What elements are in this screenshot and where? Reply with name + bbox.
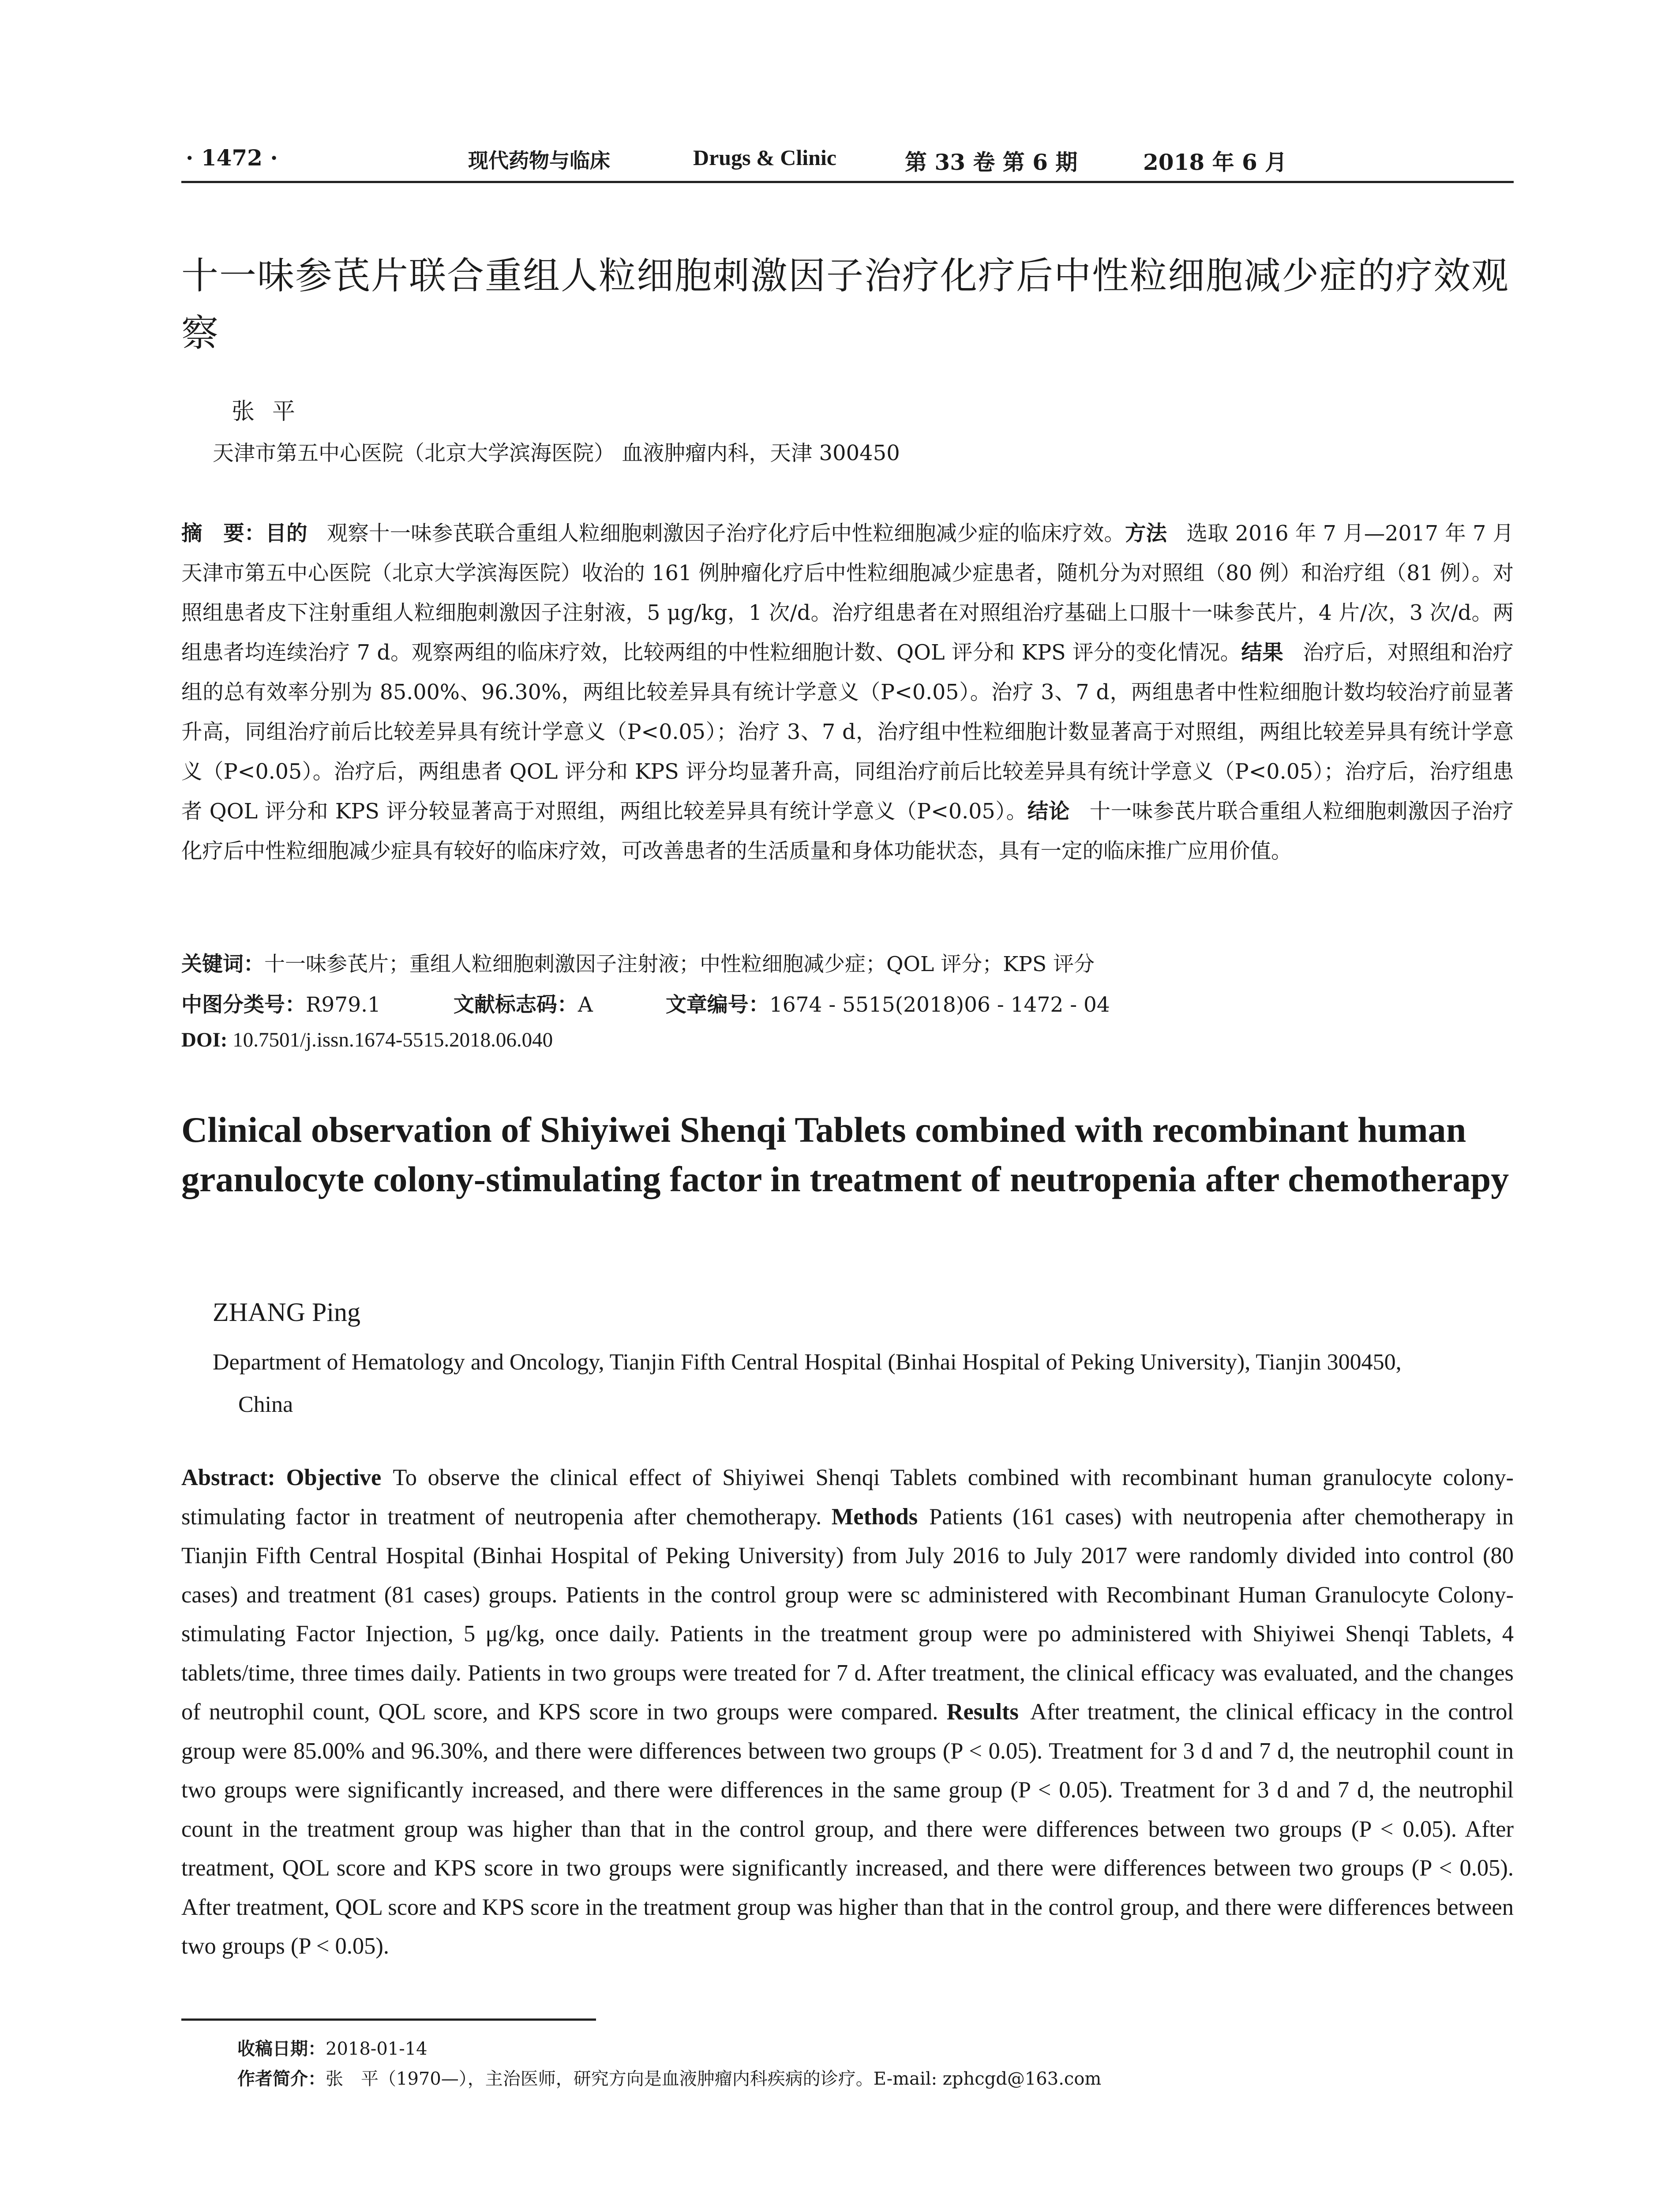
received-label: 收稿日期： (237, 2039, 326, 2059)
doi-line (181, 1028, 553, 1052)
article-no-value: 1674 - 5515(2018)06 - 1472 - 04 (769, 993, 1110, 1017)
volume-issue: 第 33 卷 第 6 期 (905, 149, 1078, 175)
affiliation-en-line2: China (238, 1392, 293, 1417)
keywords-cn (181, 948, 1095, 977)
classification-line (181, 988, 1176, 1018)
results-text-en: After treatment, the clinical efficacy in the control group were 85.00% and 96.30%, and there were differences between two groups (P < 0.05). Treatment for 3 d and 7 d, the neutrophil count in two groups were significantly increased, and there were differences in the same group (P < 0.05). Treatment for 3 d and 7 d, the neutrophil count in the treatment group was higher than that in the control group, and there were differences between two groups (P < 0.05). After treatment, QOL score and KPS score in two groups were significantly increased, and there were differences between two groups (P < 0.05). After treatment, QOL score and KPS score in the treatment group was higher than that in the control group, and there were differences between two groups (P < 0.05). (181, 1699, 1514, 1959)
affiliation-en (213, 1341, 1519, 1426)
methods-text-cn: 选取 2016 年 7 月—2017 年 7 月天津市第五中心医院（北京大学滨海医院）收治的 161 例肿瘤化疗后中性粒细胞减少症患者，随机分为对照组（80 例）和治疗组（81 例）。对照组患者皮下注射重组人粒细胞刺激因子注射液，5 μg/kg，1 次/d。治疗组患者在对照组治疗基础上口服十一味参芪片，4 片/次，3 次/d。两组患者均连续治疗 7 d。观察两组的临床疗效，比较两组的中性粒细胞计数、QOL 评分和 KPS 评分的变化情况。 (181, 521, 1514, 665)
affiliation-cn: 天津市第五中心医院（北京大学滨海医院） 血液肿瘤内科，天津 300450 (213, 441, 900, 465)
doi-label: DOI: (181, 1028, 228, 1051)
article-title-en: Clinical observation of Shiyiwei Shenqi Tablets combined with recombinant human granulocyte colony-stimulating factor in treatment of neutropenia after chemotherapy (181, 1110, 1509, 1199)
running-header (181, 141, 1514, 183)
page-number: · 1472 · (186, 145, 278, 171)
article-title-cn: 十一味参芪片联合重组人粒细胞刺激因子治疗化疗后中性粒细胞减少症的疗效观察 (181, 254, 1510, 355)
methods-label-en: Methods (831, 1504, 918, 1530)
author-info-label: 作者简介： (237, 2069, 326, 2089)
clc-label: 中图分类号： (181, 993, 306, 1017)
author-info-text: 张 平（1970—），主治医师，研究方向是血液肿瘤内科疾病的诊疗。E-mail: zphcgd@163.com (326, 2069, 1102, 2089)
footnote-received (237, 2035, 428, 2060)
affiliation-en-line1: Department of Hematology and Oncology, Tianjin Fifth Central Hospital (Binhai Hospital of Peking University), Tianjin 300450, (213, 1350, 1402, 1375)
methods-label-cn: 方法 (1125, 521, 1167, 546)
objective-text-en: To observe the clinical effect of Shiyiwei Shenqi Tablets combined with recombinant human granulocyte colony-stimulating factor in treatment of neutropenia after chemotherapy. (181, 1465, 1514, 1530)
abstract-cn (181, 514, 1514, 871)
abstract-label-en: Abstract: (181, 1465, 275, 1490)
doc-code-label: 文献标志码： (453, 993, 578, 1017)
results-label-cn: 结果 (1241, 641, 1284, 665)
doc-code-value: A (578, 993, 593, 1017)
journal-name-cn: 现代药物与临床 (468, 149, 610, 173)
methods-text-en: Patients (161 cases) with neutropenia after chemotherapy in Tianjin Fifth Central Hospital (Binhai Hospital of Peking University) from July 2016 to July 2017 were randomly divided into control (80 cases) and treatment (81 cases) groups. Patients in the control group were sc administered with Recombinant Human Granulocyte Colony-stimulating Factor Injection, 5 μg/kg, once daily. Patients in the treatment group were po administered with Shiyiwei Shenqi Tablets, 4 tablets/time, three times daily. Patients in two groups were treated for 7 d. After treatment, the clinical efficacy was evaluated, and the changes of neutrophil count, QOL score, and KPS score in two groups were compared. (181, 1504, 1514, 1725)
keywords-text: 十一味参芪片；重组人粒细胞刺激因子注射液；中性粒细胞减少症；QOL 评分；KPS 评分 (264, 952, 1095, 976)
journal-name-en: Drugs & Clinic (693, 145, 836, 170)
results-label-en: Results (946, 1699, 1019, 1725)
objective-label-cn: 目的 (265, 521, 308, 546)
article-no-label: 文章编号： (665, 993, 769, 1017)
clc-value: R979.1 (306, 993, 381, 1017)
objective-text-cn: 观察十一味参芪联合重组人粒细胞刺激因子治疗化疗后中性粒细胞减少症的临床疗效。 (326, 521, 1125, 546)
received-date: 2018-01-14 (326, 2039, 428, 2059)
author-cn: 张平 (232, 398, 313, 425)
keywords-label: 关键词： (181, 952, 264, 976)
results-text-cn: 治疗后，对照组和治疗组的总有效率分别为 85.00%、96.30%，两组比较差异具有统计学意义（P<0.05）。治疗 3、7 d，两组患者中性粒细胞计数均较治疗前显著升高，同组治疗前后比较差异具有统计学意义（P<0.05）；治疗 3、7 d，治疗组中性粒细胞计数显著高于对照组，两组比较差异具有统计学意义（P<0.05）。治疗后，两组患者 QOL 评分和 KPS 评分均显著升高，同组治疗前后比较差异具有统计学意义（P<0.05）；治疗后，治疗组患者 QOL 评分和 KPS 评分较显著高于对照组，两组比较差异具有统计学意义（P<0.05）。 (181, 641, 1514, 824)
conclusion-text-cn: 十一味参芪片联合重组人粒细胞刺激因子治疗化疗后中性粒细胞减少症具有较好的临床疗效，可改善患者的生活质量和身体功能状态，具有一定的临床推广应用价值。 (181, 799, 1514, 863)
doi-value: 10.7501/j.issn.1674-5515.2018.06.040 (232, 1028, 553, 1051)
abstract-en (181, 1458, 1514, 1966)
footnote-author (237, 2065, 1101, 2090)
objective-label-en: Objective (286, 1465, 382, 1490)
issue-date: 2018 年 6 月 (1143, 149, 1287, 175)
abstract-label-cn: 摘 要： (181, 521, 266, 546)
author-en: ZHANG Ping (213, 1298, 361, 1327)
conclusion-label-cn: 结论 (1027, 799, 1070, 824)
footnote-divider (181, 2018, 596, 2021)
